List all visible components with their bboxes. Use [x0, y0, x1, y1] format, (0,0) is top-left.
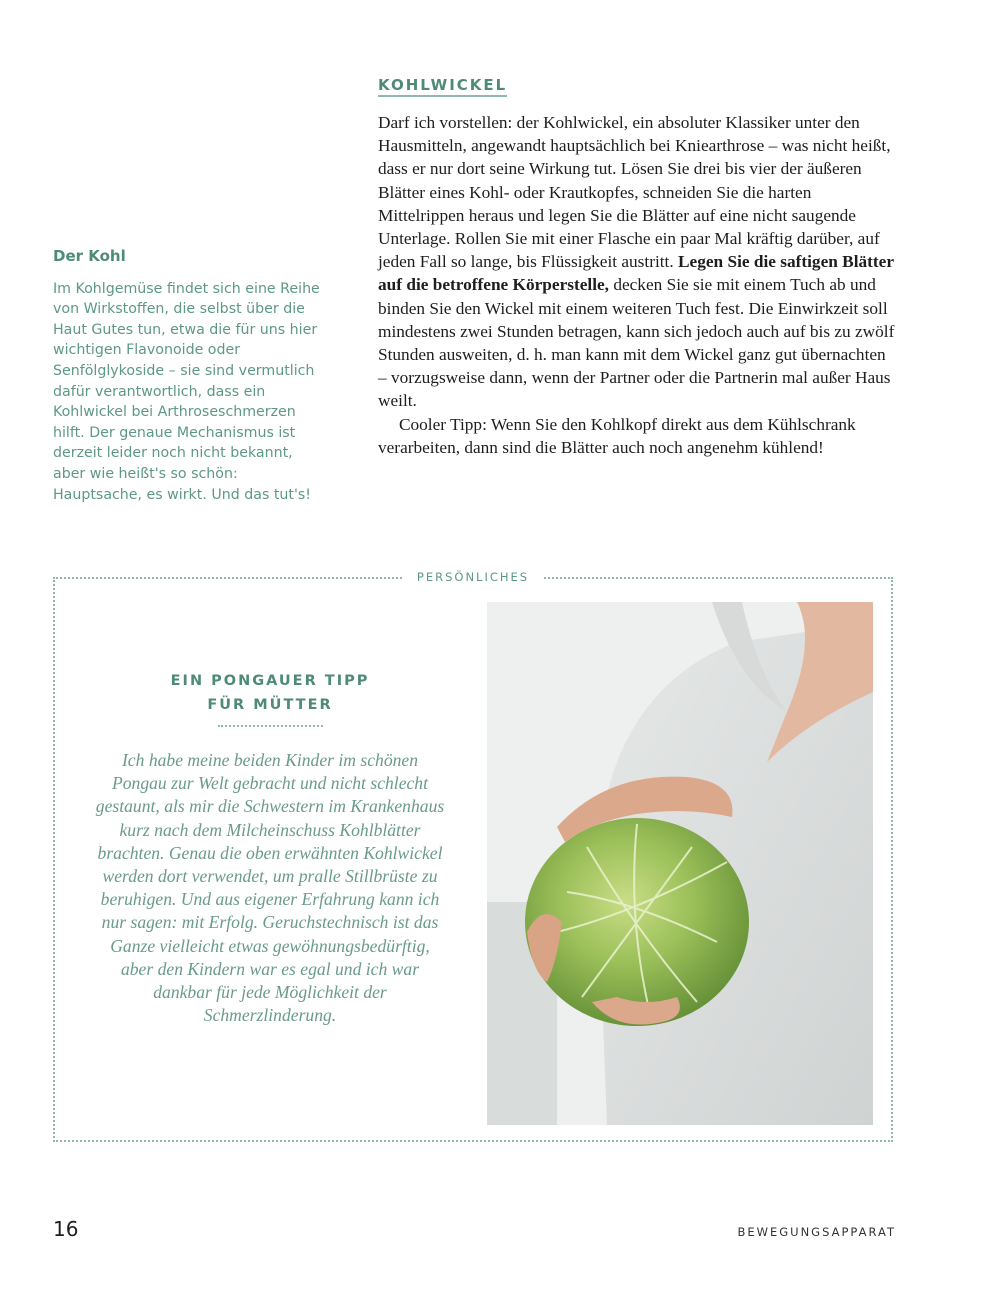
article-paragraph-2: Cooler Tipp: Wenn Sie den Kohlkopf direkt aus dem Kühlschrank verarbeiten, dann sind die Blätter auch noch angenehm kühlend!: [378, 414, 856, 457]
article-heading: KOHLWICKEL: [378, 76, 507, 97]
paragraph-1-text-b: decken Sie sie mit einem Tuch ab und binden Sie den Wickel mit einem weiteren Tuch fest. Die Einwirkzeit soll mindestens zwei Stunden betragen, kann sich jedoch auch auf bis zu zwölf Stunden ausweiten, d. h. man kann mit dem Wickel ganz gut übernachten – vorzugsweise dann, wenn der Partner oder die Partnerin mal außer Haus weilt.: [378, 275, 895, 411]
tip-block: [95, 669, 445, 1027]
paragraph-1-text-a: Darf ich vorstellen: der Kohlwickel, ein absoluter Klassiker unter den Hausmitteln, angewandt hauptsächlich bei Kniearthrose – was nicht heißt, dass er nur dort seine Wirkung tut. Lösen Sie drei bis vier der äußeren Blätter eines Kohl- oder Krautkopfes, schneiden Sie die harten Mittelrippen heraus und legen Sie die Blätter auf eine nicht saugende Unterlage. Rollen Sie mit einer Flasche ein paar Mal kräftig darüber, auf jeden Fall so lange, bis Flüssigkeit austritt.: [378, 113, 891, 272]
sidebar-box: [53, 246, 328, 505]
sidebar-title: Der Kohl: [53, 247, 126, 265]
paragraph-1-bold: Legen Sie die saftigen Blätter auf die betroffene Körperstelle,: [378, 252, 894, 295]
cabbage-photo: [487, 602, 873, 1125]
tip-title-line-1: EIN PONGAUER TIPP: [170, 673, 370, 689]
tip-title: [95, 669, 445, 717]
personal-box: [53, 570, 893, 1142]
cabbage-illustration: [487, 602, 873, 1125]
sidebar-text: Im Kohlgemüse findet sich eine Reihe von Wirkstoffen, die selbst über die Haut Gutes tun, etwa die für uns hier wichtigen Flavonoide oder Senfölglykoside – sie sind vermutlich dafür verantwortlich, dass ein Kohlwickel bei Arthroseschmerzen hilft. Der genaue Mechanismus ist derzeit leider noch nicht bekannt, aber wie heißt's so schön: Hauptsache, es wirkt. Und das tut's!: [53, 280, 320, 503]
main-article: [378, 76, 898, 459]
tip-text: Ich habe meine beiden Kinder im schönen Pongau zur Welt gebracht und nicht schlecht gestaunt, als mir die Schwestern im Krankenhaus kurz nach dem Milcheinschuss Kohlblätter brachten. Genau die oben erwähnten Kohlwickel werden dort verwendet, um pralle Stillbrüste zu beruhigen. Und aus eigener Erfahrung kann ich nur sagen: mit Erfolg. Geruchstechnisch ist das Ganze vielleicht etwas gewöhnungsbedürftig, aber den Kindern war es egal und ich war dankbar für jede Möglichkeit der Schmerzlinderung.: [95, 750, 445, 1026]
page-number: 16: [53, 1217, 79, 1241]
article-paragraph-1: [378, 111, 898, 413]
tip-divider: [218, 725, 323, 727]
section-name: BEWEGUNGSAPPARAT: [737, 1225, 896, 1239]
tip-title-line-2: FÜR MÜTTER: [207, 697, 333, 713]
box-label: PERSÖNLICHES: [403, 570, 543, 584]
